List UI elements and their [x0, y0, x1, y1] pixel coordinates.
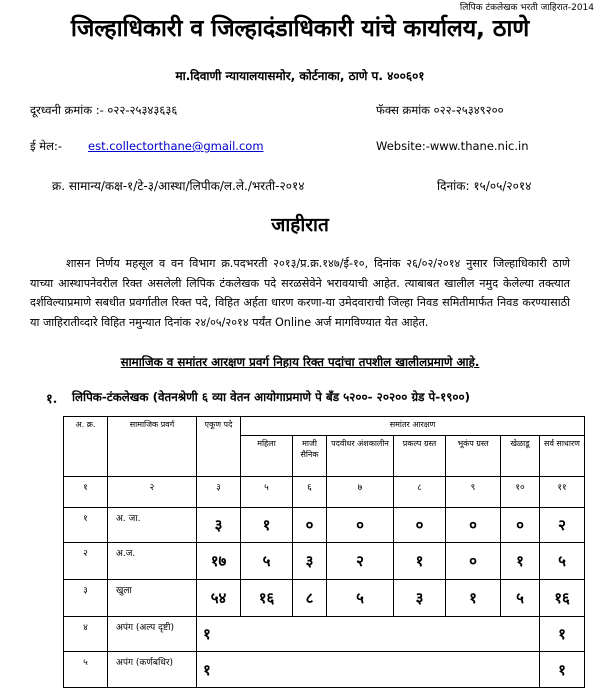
notice-date: दिनांक: १५/०५/२०१४: [437, 179, 532, 193]
office-address: मा.दिवाणी न्यायालयासमोर, कोर्टनाका, ठाणे प. ४००६०१: [175, 69, 425, 83]
row-women: ५: [241, 543, 293, 580]
header-category: सामाजिक प्रवर्ग: [108, 417, 197, 477]
row-sports: ०: [501, 507, 540, 543]
header-ex-serviceman: माजी सैनिक: [293, 436, 327, 477]
table-row: [64, 507, 585, 543]
row-sports: १: [501, 543, 540, 580]
table-subheading: सामाजिक व समांतर आरक्षण प्रवर्ग निहाय रिक्त पदांचा तपशील खालीलप्रमाणे आहे.: [120, 355, 480, 369]
row-total: १: [197, 652, 540, 688]
column-number: १: [64, 477, 108, 507]
table-row: [64, 579, 585, 616]
row-total: १: [197, 616, 540, 652]
table-row: [64, 616, 585, 652]
row-category: खुला: [108, 579, 197, 616]
column-number: ६: [293, 477, 327, 507]
row-women: १६: [241, 579, 293, 616]
header-serial: अ. क्र.: [64, 417, 108, 477]
column-number: ३: [197, 477, 241, 507]
header-parallel-reservation: समांतर आरक्षण: [241, 417, 585, 436]
row-serial: ४: [64, 616, 108, 652]
fax-number: फॅक्स क्रमांक ०२२-२५३४९२००: [376, 103, 504, 117]
column-number: १०: [501, 477, 540, 507]
header-general: सर्व साधारण: [540, 436, 585, 477]
row-project-affected: १: [394, 543, 446, 580]
row-project-affected: ०: [394, 507, 446, 543]
header-sports: खेळाडू: [501, 436, 540, 477]
column-number: ७: [327, 477, 394, 507]
email-link[interactable]: est.collectorthane@gmail.com: [88, 139, 264, 153]
corner-caption: लिपिक टंकलेखक भरती जाहिरात-2014: [459, 3, 594, 13]
header-earthquake-affected: भूकंप ग्रस्त: [446, 436, 501, 477]
header-project-affected: प्रकल्प ग्रस्त: [394, 436, 446, 477]
row-serial: २: [64, 543, 108, 580]
row-earthquake-affected: ०: [446, 543, 501, 580]
row-total: ३: [197, 507, 241, 543]
row-category: अ. जा.: [108, 507, 197, 543]
reference-number: क्र. सामान्य/कक्ष-१/टे-३/आस्था/लिपीक/ल.ले./भरती-२०१४: [52, 179, 305, 193]
row-ex-serviceman: ०: [293, 507, 327, 543]
section-number: १.: [46, 392, 58, 407]
vacancy-table: [63, 416, 585, 688]
header-total: एकूण पदे: [197, 417, 241, 477]
row-total: ५४: [197, 579, 241, 616]
row-category: अ.ज.: [108, 543, 197, 580]
phone-number: दूरध्वनी क्रमांक :- ०२२-२५३४३६३६: [30, 103, 178, 117]
email-label: ई मेल:-: [30, 139, 62, 153]
row-part-time-graduate: ०: [327, 507, 394, 543]
column-number: २: [108, 477, 197, 507]
row-general: ५: [540, 543, 585, 580]
row-part-time-graduate: २: [327, 543, 394, 580]
column-number-row: [64, 477, 585, 507]
row-serial: ५: [64, 652, 108, 688]
header-women: महिला: [241, 436, 293, 477]
notice-heading: जाहीरात: [271, 214, 329, 236]
row-serial: ३: [64, 579, 108, 616]
row-general: १: [540, 616, 585, 652]
row-part-time-graduate: ५: [327, 579, 394, 616]
row-sports: ५: [501, 579, 540, 616]
section-title: लिपिक-टंकलेखक (वेतनश्रेणी ६ व्या वेतन आयोगाप्रमाणे पे बँड ५२००- २०२०० ग्रेड पे-१९००): [72, 390, 471, 404]
column-number: ८: [394, 477, 446, 507]
row-project-affected: ३: [394, 579, 446, 616]
row-category: अपंग (कर्णबधिर): [108, 652, 197, 688]
column-number: ९: [446, 477, 501, 507]
row-total: १७: [197, 543, 241, 580]
header-part-time-graduate: पदवीधर अंशकालीन: [327, 436, 394, 477]
row-serial: १: [64, 507, 108, 543]
row-women: १: [241, 507, 293, 543]
column-number: ११: [540, 477, 585, 507]
row-ex-serviceman: ८: [293, 579, 327, 616]
row-category: अपंग (अल्प दृष्टी): [108, 616, 197, 652]
office-title: जिल्हाधिकारी व जिल्हादंडाधिकारी यांचे कार्यालय, ठाणे: [70, 14, 530, 42]
row-general: १: [540, 652, 585, 688]
column-number: ५: [241, 477, 293, 507]
row-earthquake-affected: १: [446, 579, 501, 616]
row-general: २: [540, 507, 585, 543]
website-text: Website:-www.thane.nic.in: [376, 139, 529, 153]
row-ex-serviceman: ३: [293, 543, 327, 580]
row-general: १६: [540, 579, 585, 616]
table-row: [64, 652, 585, 688]
row-earthquake-affected: ०: [446, 507, 501, 543]
notice-body: शासन निर्णय महसूल व वन विभाग क्र.पदभरती २०१३/प्र.क्र.१४७/ई-१०, दिनांक २६/०२/२०१४ नुसार जिल्हाधिकारी ठाणे याच्या आस्थापनेवरील रिक्त असलेली लिपिक टंकलेखक पदे सरळसेवेने भरावयाची आहेत. त्याबाबत खालील नमुद केलेल्या तक्त्यात दर्शविल्याप्रमाणे सबधीत प्रवर्गातील रिक्त पदे, विहित अर्हता धारण करणा-या उमेदवाराची जिल्हा निवड समितीमार्फत निवड करण्यासाठी या जाहिरातीव्दारे विहित नमुन्यात दिनांक २४/०५/२०१४ पर्यंत Online अर्ज मागविण्यात येत आहेत.: [30, 257, 570, 329]
table-row: [64, 543, 585, 580]
